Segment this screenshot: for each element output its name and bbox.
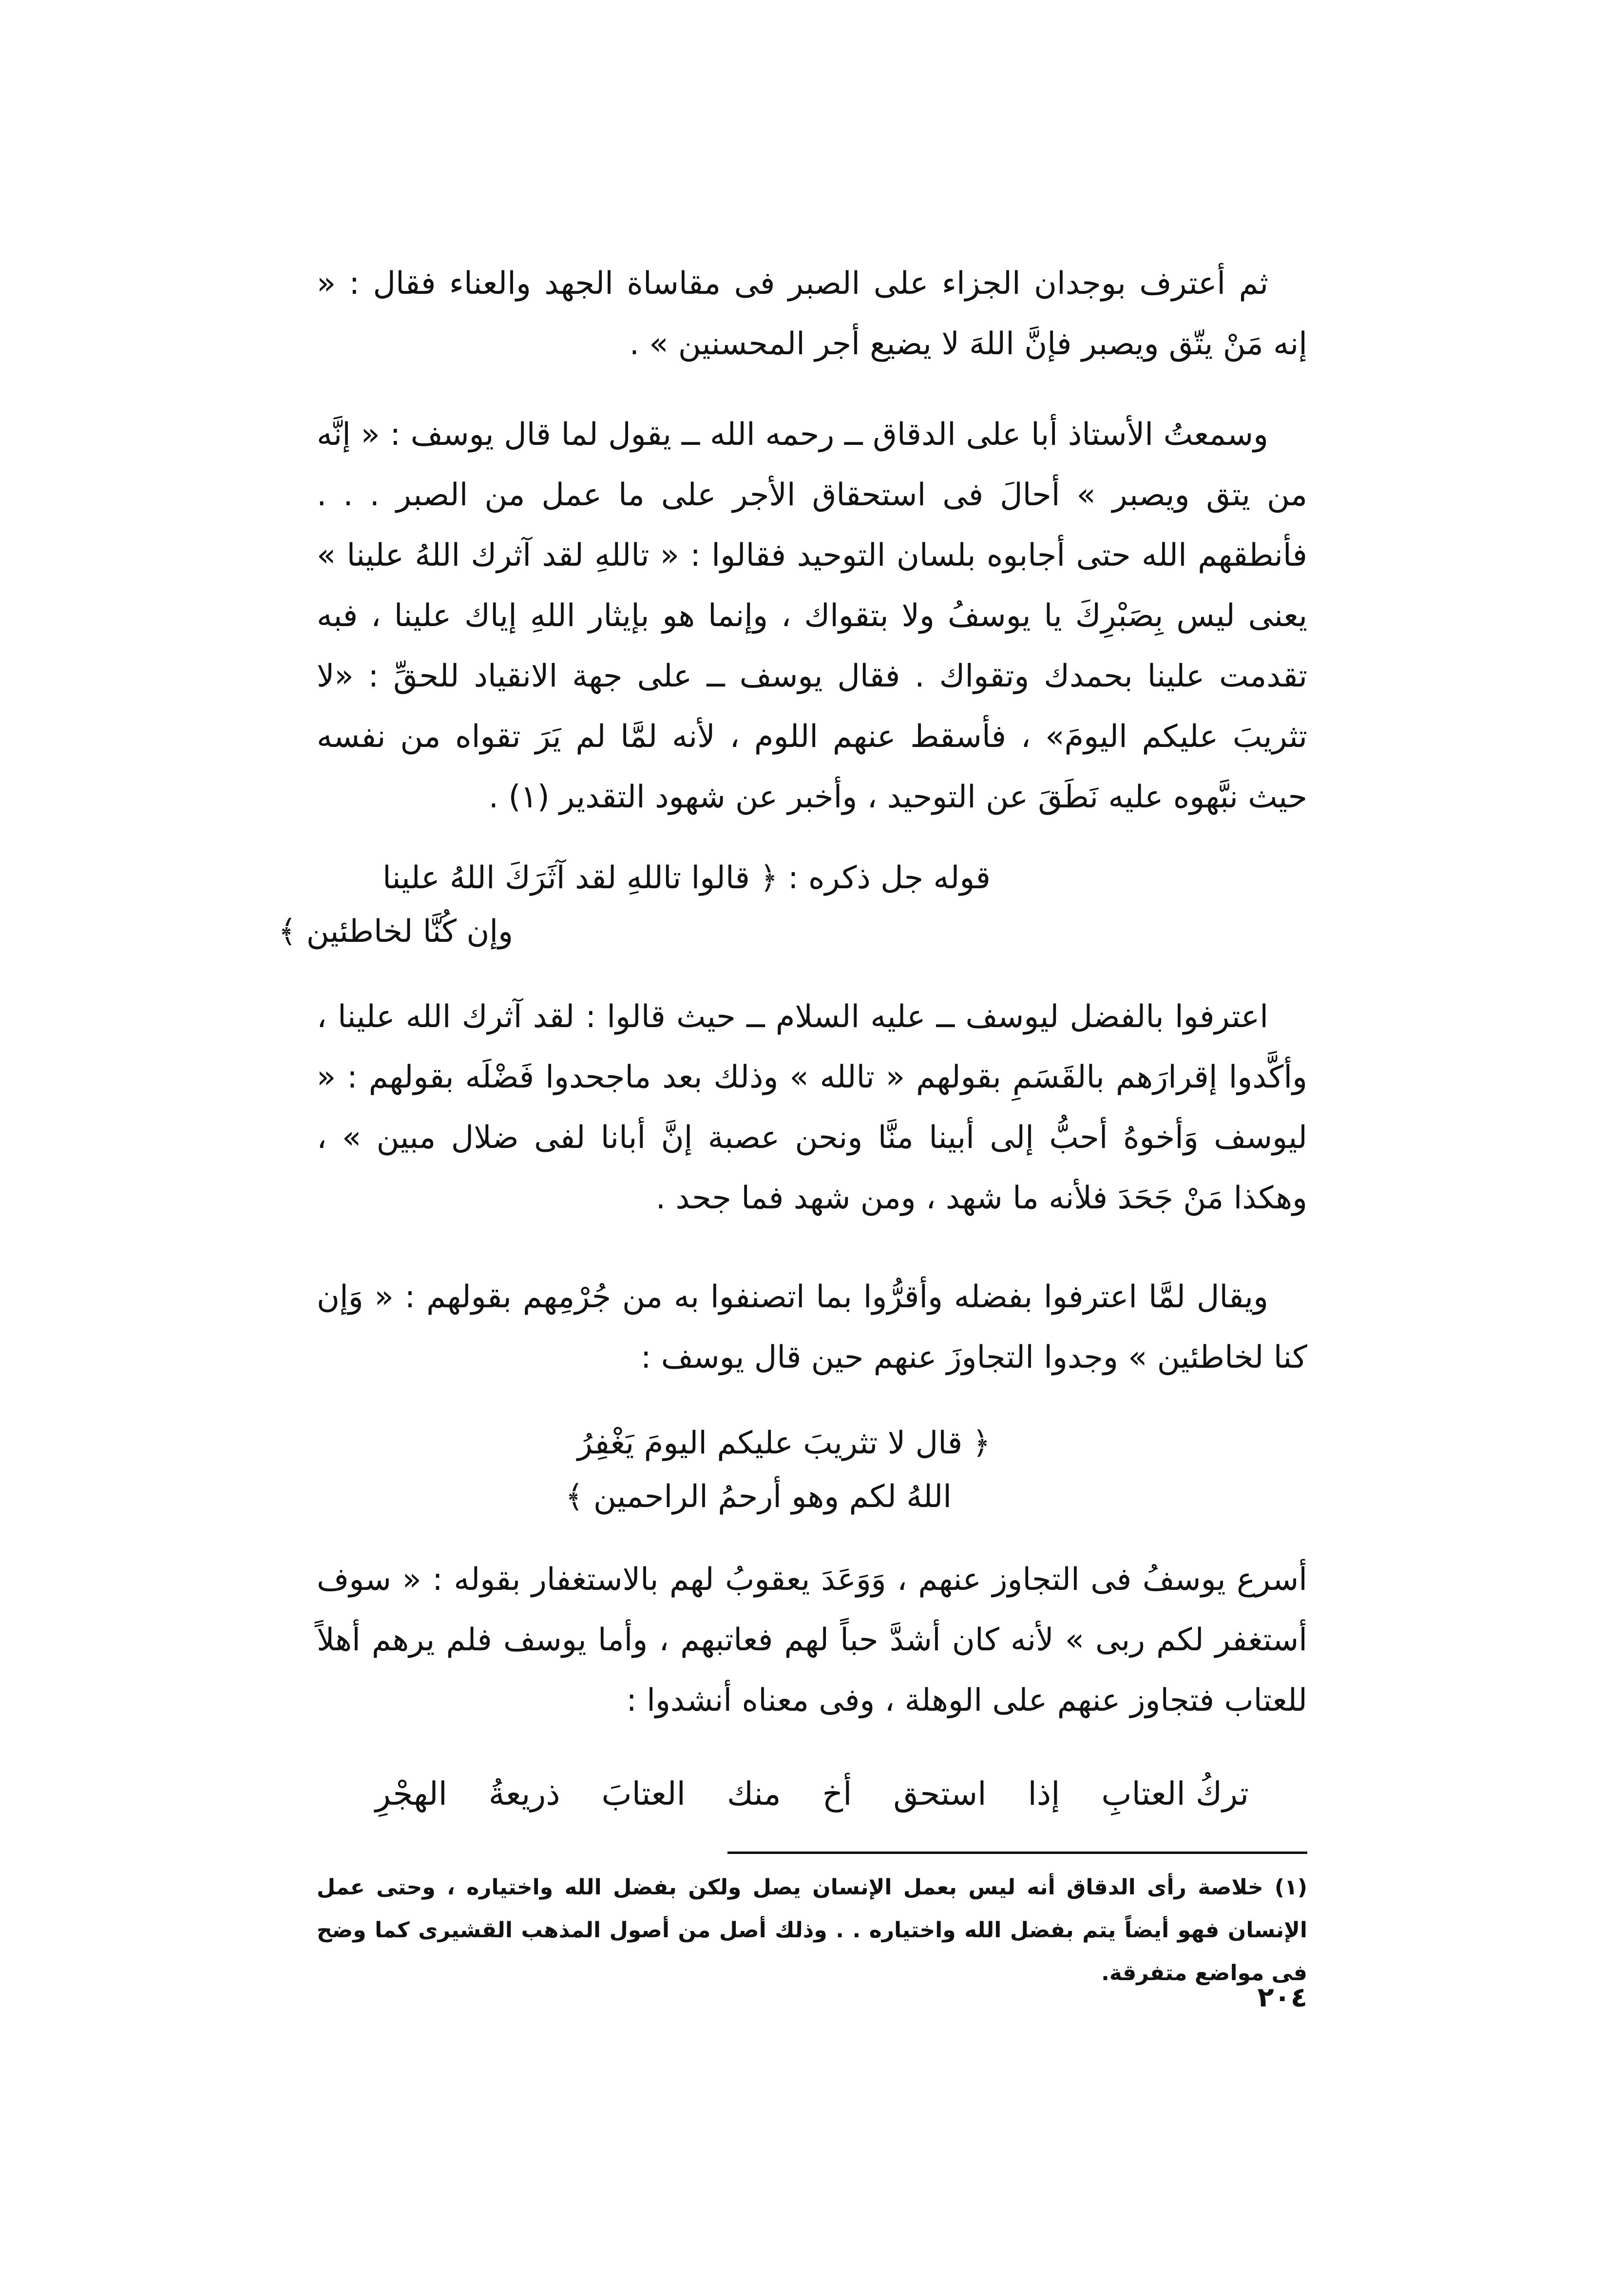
verse-word: أخ: [822, 1775, 852, 1813]
paragraph-5: أسرع يوسفُ فى التجاوز عنهم ، وَوَعَدَ يعقوبُ لهم بالاستغفار بقوله : « سوف أستغفر لكم ربى » لأنه كان أشدَّ حباً لهم فعاتبهم ، وأما يوسف فلم يرهم أهلاً للعتاب فتجاوز عنهم على الوهلة ، وفى معناه أنشدوا :: [317, 1562, 1307, 1718]
paragraph-4: ويقال لمَّا اعترفوا بفضله وأقرُّوا بما اتصنفوا به من جُرْمِهم بقولهم : « وَإن كنا لخاطئين » وجدوا التجاوزَ عنهم حين قال يوسف :: [317, 1279, 1307, 1375]
quote-1-line-1: قوله جل ذكره : ﴿ قالوا تاللهِ لقد آثَرَكَ اللهُ علينا: [382, 860, 991, 896]
page-number: ٢٠٤: [1257, 1982, 1307, 2013]
quote-2-line-1: ﴿ قال لا تثريبَ عليكم اليومَ يَغْفِرُ: [577, 1425, 991, 1461]
verse-word: منك: [726, 1775, 781, 1813]
footnote: (١) خلاصة رأى الدقاق أنه ليس بعمل الإنسان يصل ولكن بفضل الله واختياره ، وحتى عمل الإنسان فهو أيضاً يتم بفضل الله واختياره . . وذلك أصل من أصول المذهب القشيرى كما وضح فى مواضع متفرقة.: [317, 1875, 1307, 1986]
poetry-verse: [375, 1764, 1249, 1824]
verse-word: تركُ العتابِ: [1101, 1775, 1249, 1813]
quote-2-line-2: اللهُ لكم وهو أرحمُ الراحمين ﴾: [565, 1479, 952, 1515]
verse-word: العتابَ: [601, 1775, 686, 1813]
paragraph-3: اعترفوا بالفضل ليوسف ــ عليه السلام ــ حيث قالوا : لقد آثرك الله علينا ، وأكَّدوا إقرارَهم بالقَسَمِ بقولهم « تالله » وذلك بعد ماجحدوا فَضْلَه بقولهم : « ليوسف وَأخوهُ أحبُّ إلى أبينا منَّا ونحن عصبة إنَّ أبانا لفى ضلال مبين » ، وهكذا مَنْ جَحَدَ فلأنه ما شهد ، ومن شهد فما جحد .: [317, 999, 1307, 1216]
paragraph-2: وسمعتُ الأستاذ أبا على الدقاق ــ رحمه الله ــ يقول لما قال يوسف : « إنَّه من يتق ويصبر » أحالَ فى استحقاق الأجر على ما عمل من الصبر . . . فأنطقهم الله حتى أجابوه بلسان التوحيد فقالوا : « تاللهِ لقد آثرك اللهُ علينا » يعنى ليس بِصَبْرِكَ يا يوسفُ ولا بتقواك ، وإنما هو بإيثار اللهِ إياك علينا ، فبه تقدمت علينا بحمدك وتقواك . فقال يوسف ــ على جهة الانقياد للحقِّ : «لا تثريبَ عليكم اليومَ» ، فأسقط عنهم اللوم ، لأنه لمَّا لم يَرَ تقواه من نفسه حيث نبَّهوه عليه نَطَقَ عن التوحيد ، وأخبر عن شهود التقدير (١) .: [317, 417, 1307, 815]
verse-word: الهجْرِ: [375, 1775, 447, 1813]
verse-word: ذريعةُ: [488, 1775, 560, 1813]
quote-1-line-2: وإن كُنَّا لخاطئين ﴾: [278, 914, 513, 950]
verse-word: إذا: [1028, 1775, 1060, 1813]
verse-word: استحق: [893, 1775, 987, 1813]
footnote-separator: [727, 1852, 1307, 1854]
paragraph-1: ثم أعترف بوجدان الجزاء على الصبر فى مقاساة الجهد والعناء فقال : « إنه مَنْ يتّق ويصبر فإنَّ اللهَ لا يضيع أجر المحسنين » .: [317, 266, 1307, 362]
